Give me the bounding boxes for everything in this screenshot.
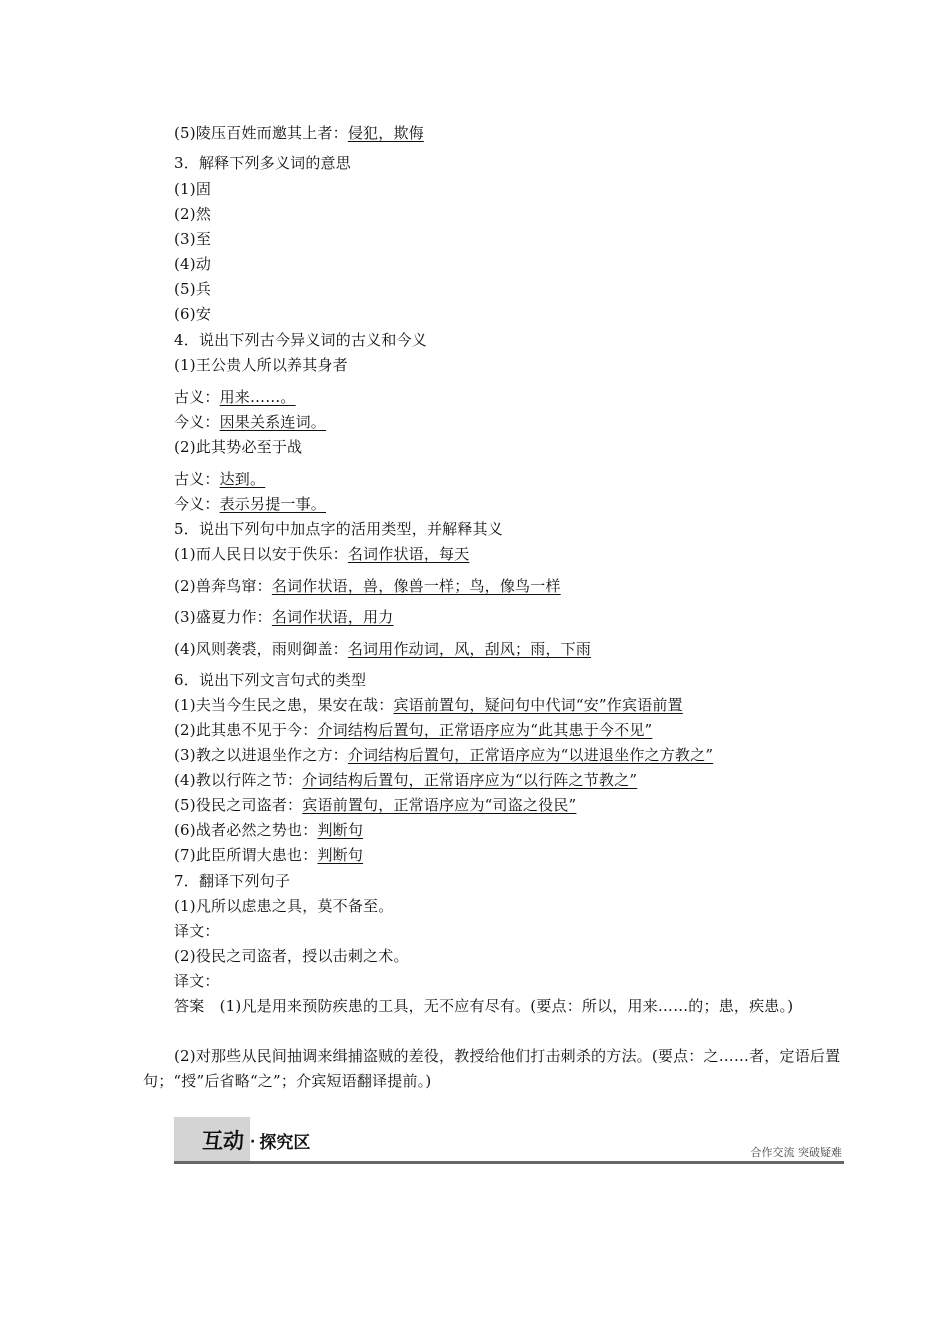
q5-heading: 5．说出下列句中加点字的活用类型，并解释其义 <box>174 520 503 538</box>
q3-item-2: (2)然 <box>174 205 212 223</box>
answer: 判断句 <box>317 846 364 864</box>
q4-item-1: (1)王公贵人所以养其身者 <box>174 356 348 374</box>
q5-item-2: (2)兽奔鸟窜：名词作状语，兽，像兽一样；鸟，像鸟一样 <box>174 577 561 595</box>
q7-item-2-translation-label: 译文： <box>174 972 220 990</box>
q3-heading: 3．解释下列多义词的意思 <box>174 154 351 172</box>
q7-heading: 7．翻译下列句子 <box>174 872 291 890</box>
banner-title: 互动 · 探究区 <box>202 1129 311 1153</box>
answer: 名词作状语，兽，像兽一样；鸟，像鸟一样 <box>271 577 561 595</box>
q6-item-5: (5)役民之司盗者：宾语前置句，正常语序应为“司盗之役民” <box>174 796 577 814</box>
answer: 因果关系连词。 <box>219 413 327 431</box>
q6-heading: 6．说出下列文言句式的类型 <box>174 671 367 689</box>
banner-rule <box>174 1161 844 1164</box>
q5-item-1: (1)而人民日以安于佚乐：名词作状语，每天 <box>174 545 470 563</box>
answer: 判断句 <box>317 821 364 839</box>
q3-item-1: (1)固 <box>174 180 212 198</box>
answer: 介词结构后置句，正常语序应为“此其患于今不见” <box>317 721 653 739</box>
q6-item-6: (6)战者必然之势也：判断句 <box>174 821 364 839</box>
q6-item-7: (7)此臣所谓大患也：判断句 <box>174 846 364 864</box>
answer: 名词作状语，每天 <box>347 545 470 563</box>
q4-item-2: (2)此其势必至于战 <box>174 438 303 456</box>
q7-item-1: (1)凡所以虑患之具，莫不备至。 <box>174 897 394 915</box>
section-banner <box>174 1117 844 1163</box>
q6-item-4: (4)教以行阵之节：介词结构后置句，正常语序应为“以行阵之节教之” <box>174 771 638 789</box>
q4-heading: 4．说出下列古今异义词的古义和今义 <box>174 331 427 349</box>
q4-item-2-ancient: 古义：达到。 <box>174 470 266 488</box>
answer: 介词结构后置句，正常语序应为“以行阵之节教之” <box>302 771 638 789</box>
q4-item-1-modern: 今义：因果关系连词。 <box>174 413 327 431</box>
answer: 达到。 <box>219 470 266 488</box>
answer: 宾语前置句，疑问句中代词“安”作宾语前置 <box>393 696 683 714</box>
q3-item-3: (3)至 <box>174 230 212 248</box>
q4-item-2-modern: 今义：表示另提一事。 <box>174 495 327 513</box>
q5-item-4: (4)风则袭裘，雨则御盖：名词用作动词，风，刮风；雨，下雨 <box>174 640 592 658</box>
banner-right-text: 合作交流 突破疑难 <box>750 1146 842 1159</box>
answer: 名词作状语，用力 <box>271 608 394 626</box>
q3-item-5: (5)兵 <box>174 280 212 298</box>
q3-item-4: (4)动 <box>174 255 212 273</box>
q3-item-6: (6)安 <box>174 305 212 323</box>
banner-subtitle: 探究区 <box>259 1133 311 1153</box>
q6-item-1: (1)夫当今生民之患，果安在哉：宾语前置句，疑问句中代词“安”作宾语前置 <box>174 696 683 714</box>
q4-item-1-ancient: 古义：用来……。 <box>174 388 296 406</box>
q6-item-2: (2)此其患不见于今：介词结构后置句，正常语序应为“此其患于今不见” <box>174 721 653 739</box>
answer: 宾语前置句，正常语序应为“司盗之役民” <box>302 796 577 814</box>
answer: 表示另提一事。 <box>219 495 327 513</box>
answer: 名词用作动词，风，刮风；雨，下雨 <box>347 640 592 658</box>
answer: 用来……。 <box>219 388 296 406</box>
answer-paragraph-2: (2)对那些从民间抽调来缉捕盗贼的差役，教授给他们打击刺杀的方法。(要点：之……者，定语后置句；“授”后省略“之”；介宾短语翻译提前。) <box>143 1047 841 1090</box>
q7-item-1-translation-label: 译文： <box>174 922 220 940</box>
banner-separator: · <box>250 1134 256 1150</box>
q6-item-3: (3)教之以进退坐作之方：介词结构后置句，正常语序应为“以进退坐作之方教之” <box>174 746 714 764</box>
answer-paragraph-1: 答案 (1)凡是用来预防疾患的工具，无不应有尽有。(要点：所以，用来……的；患，疾患。) <box>174 997 794 1015</box>
answer: 侵犯，欺侮 <box>347 124 424 142</box>
answer: 介词结构后置句，正常语序应为“以进退坐作之方教之” <box>347 746 714 764</box>
q7-item-2: (2)役民之司盗者，授以击刺之术。 <box>174 947 409 965</box>
q2-item-5: (5)陵压百姓而邀其上者：侵犯，欺侮 <box>174 124 424 142</box>
q5-item-3: (3)盛夏力作：名词作状语，用力 <box>174 608 394 626</box>
